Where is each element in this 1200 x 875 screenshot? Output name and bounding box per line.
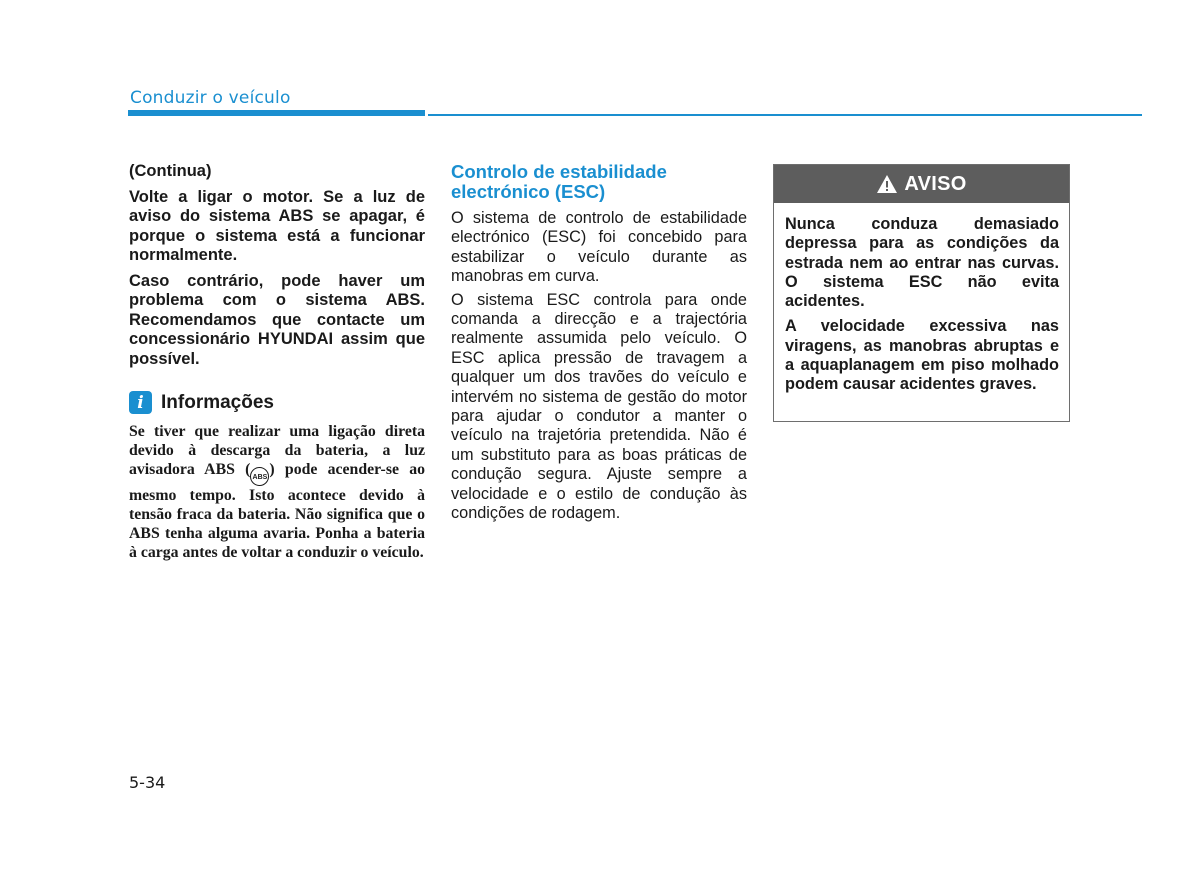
header-rule-thin	[428, 114, 1142, 116]
header-rule-thick	[128, 110, 425, 116]
esc-description-paragraph: O sistema ESC controla para onde comanda a direcção e a trajectória realmente assumida pelo veículo. O ESC aplica pressão de travagem a qualquer um dos travões do veículo e intervém no sistema de gestão do motor para ajudar o condutor a manter o veículo na trajetória pretendida. Não é um substituto para as boas práticas de condução segura. Ajuste sempre a velocidade e o estilo de condução às condições de rodagem.	[451, 290, 747, 523]
warning-header	[774, 165, 1069, 203]
abs-problem-paragraph: Caso contrário, pode haver um problema com o sistema ABS. Recomendamos que contacte um concessionário HYUNDAI assim que possível.	[129, 271, 425, 368]
esc-intro-paragraph: O sistema de controlo de estabilidade electrónico (ESC) foi concebido para estabilizar o veículo durante as manobras em curva.	[451, 209, 747, 286]
abs-warning-light-icon: ABS	[250, 467, 269, 486]
info-title: Informações	[161, 391, 274, 413]
middle-column	[451, 162, 747, 528]
warning-box	[773, 164, 1070, 422]
warning-triangle-icon	[876, 174, 898, 194]
left-column	[129, 162, 425, 562]
warning-paragraph-2: A velocidade excessiva nas viragens, as manobras abruptas e a aquaplanagem em piso molhado podem causar acidentes graves.	[785, 317, 1059, 394]
section-header-title: Conduzir o veículo	[130, 88, 291, 108]
info-text-part-b: ) pode acender-se ao mesmo tempo. Isto acontece devido à tensão fraca da bateria. Não significa que o ABS tenha alguma avaria. Ponha a bateria à carga antes de voltar a conduzir o veículo.	[129, 461, 426, 561]
abs-restart-paragraph: Volte a ligar o motor. Se a luz de aviso do sistema ABS se apagar, é porque o sistema está a funcionar normalmente.	[129, 187, 425, 264]
warning-title: AVISO	[904, 172, 967, 195]
info-paragraph	[129, 422, 425, 562]
warning-paragraph-1: Nunca conduza demasiado depressa para as condições da estrada nem ao entrar nas curvas. O sistema ESC não evita acidentes.	[785, 215, 1059, 311]
esc-section-title: Controlo de estabilidade electrónico (ESC)	[451, 161, 667, 202]
info-heading	[129, 391, 425, 414]
continua-label: (Continua)	[129, 162, 212, 180]
info-icon: i	[129, 391, 152, 414]
page-number: 5-34	[129, 773, 166, 792]
warning-body	[774, 203, 1069, 395]
info-text-part-a: Se tiver que realizar uma ligação direta devido à descarga da bateria, a luz avisadora ABS (	[129, 423, 425, 478]
